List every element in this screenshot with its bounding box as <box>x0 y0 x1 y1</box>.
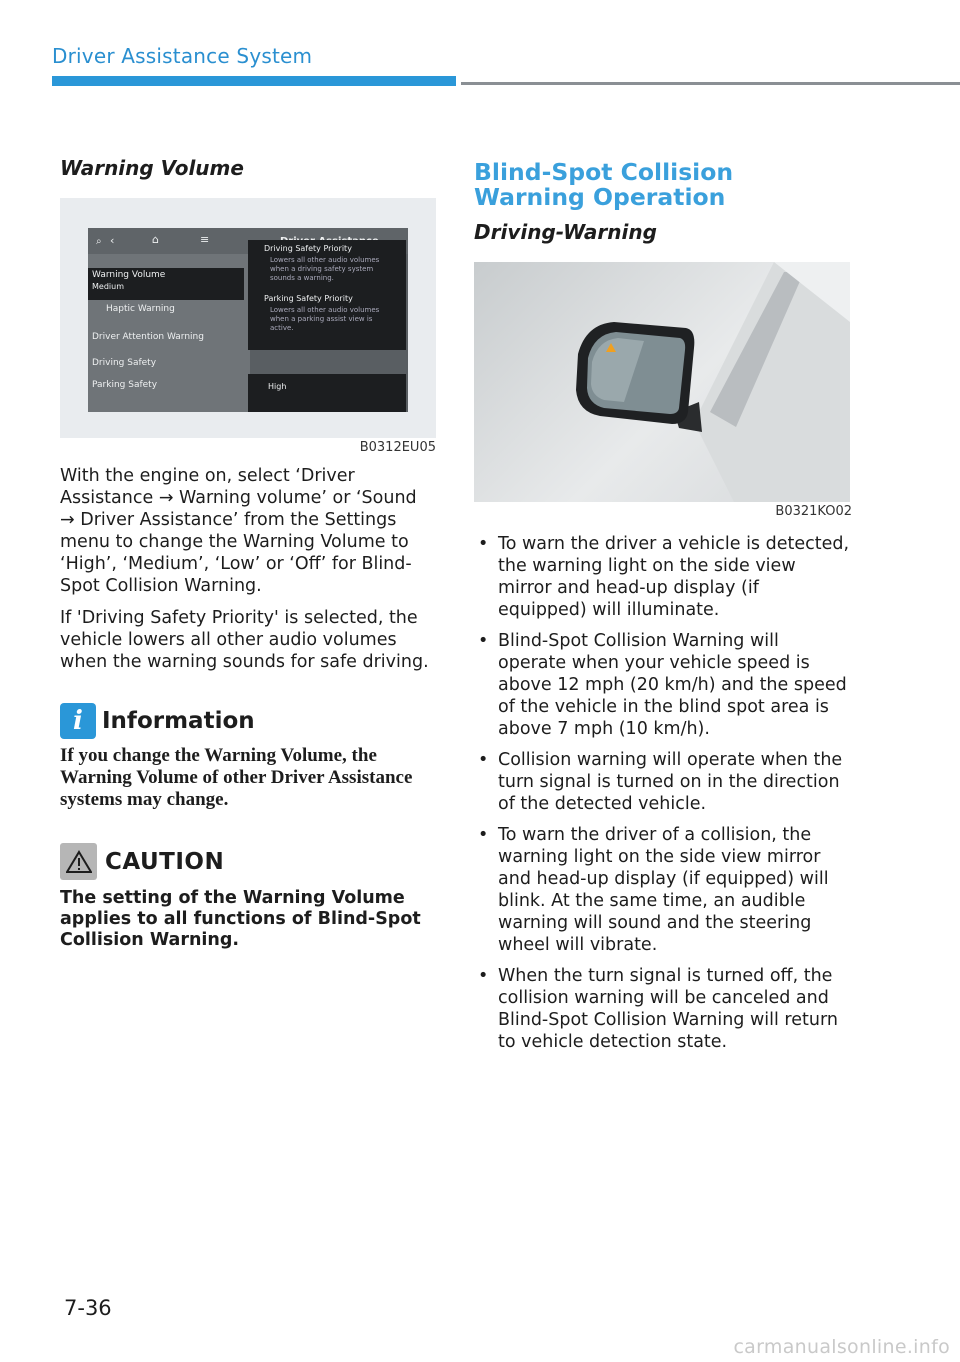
right-column <box>474 160 852 1062</box>
option-desc: active. <box>270 324 294 332</box>
bullet-item: • To warn the driver of a collision, the warning light on the side view mirror and head-up display (if equipped) will blink. At the same time, an audible warning will sound and the steering wheel will vibrate. <box>474 824 852 956</box>
caution-header <box>60 843 436 880</box>
home-icon: ⌂ <box>152 233 159 246</box>
menu-icon: ≡ <box>200 233 210 246</box>
bullet-item: • To warn the driver a vehicle is detected, the warning light on the side view mirror and head-up display (if equipped) will illuminate. <box>474 533 852 621</box>
volume-options-popup <box>248 374 406 412</box>
watermark: carmanualsonline.info <box>733 1336 950 1358</box>
paragraph: If 'Driving Safety Priority' is selected, the vehicle lowers all other audio volumes when the warning sounds for safe driving. <box>60 608 429 672</box>
information-body: If you change the Warning Volume, the Warning Volume of other Driver Assistance systems may change. <box>60 745 413 810</box>
settings-screen-figure <box>60 198 436 438</box>
priority-options-popup <box>248 240 406 350</box>
menu-item: Medium <box>92 282 124 291</box>
bullet-item: • Blind-Spot Collision Warning will operate when your vehicle speed is above 12 mph (20 km/h) and the speed of the vehicle in the blind spot area is above 7 mph (10 km/h). <box>474 630 852 740</box>
option-desc: Lowers all other audio volumes <box>270 256 380 264</box>
caution-body: The setting of the Warning Volume applies to all functions of Blind-Spot Collision Warning. <box>60 888 421 950</box>
driving-warning-heading: Driving-Warning <box>474 220 657 244</box>
caution-title: CAUTION <box>105 848 225 875</box>
option-desc: sounds a warning. <box>270 274 334 282</box>
paragraph: With the engine on, select ‘Driver Assistance → Warning volume’ or ‘Sound → Driver Assistance’ from the Settings menu to change the Warning Volume to ‘High’, ‘Medium’, ‘Low’ or ‘Off’ for Blind-Spot Collision Warning. <box>60 466 417 596</box>
search-icon: ⌕ <box>96 236 102 247</box>
figure-code: B0321KO02 <box>775 504 852 519</box>
menu-item: Haptic Warning <box>106 304 175 314</box>
option-label: Parking Safety Priority <box>264 294 353 303</box>
warning-volume-heading: Warning Volume <box>60 156 244 180</box>
option-label: Driving Safety Priority <box>264 244 352 253</box>
information-icon: i <box>60 703 96 739</box>
option-desc: Lowers all other audio volumes <box>270 306 380 314</box>
information-title: Information <box>102 708 255 734</box>
back-icon: ‹ <box>110 234 115 247</box>
option-desc: when a driving safety system <box>270 265 374 273</box>
side-mirror-figure <box>474 262 850 502</box>
side-mirror-illustration <box>474 262 850 502</box>
header-accent-bar <box>52 76 456 86</box>
warning-triangle-icon <box>60 843 97 880</box>
menu-item: Warning Volume <box>92 270 166 280</box>
menu-item: Parking Safety <box>92 380 158 390</box>
information-header <box>60 703 436 739</box>
menu-item: Driver Attention Warning <box>92 332 204 342</box>
left-column <box>60 156 436 951</box>
bullet-item: • When the turn signal is turned off, the collision warning will be canceled and Blind-Spot Collision Warning will return to vehicle detection state. <box>474 965 852 1053</box>
bullet-item: • Collision warning will operate when the turn signal is turned on in the direction of the detected vehicle. <box>474 749 852 815</box>
page-number: 7-36 <box>64 1296 112 1320</box>
bullet-list <box>474 533 852 1053</box>
option-desc: when a parking assist view is <box>270 315 373 323</box>
header-divider <box>461 82 960 85</box>
figure-code: B0312EU05 <box>359 440 436 455</box>
menu-item: Driving Safety <box>92 358 157 368</box>
infotainment-screen <box>88 228 408 412</box>
option-high: High <box>268 382 287 391</box>
page-header-title: Driver Assistance System <box>52 44 313 68</box>
screen-left-menu <box>88 236 248 412</box>
section-title: Blind-Spot Collision Warning Operation <box>474 158 734 211</box>
